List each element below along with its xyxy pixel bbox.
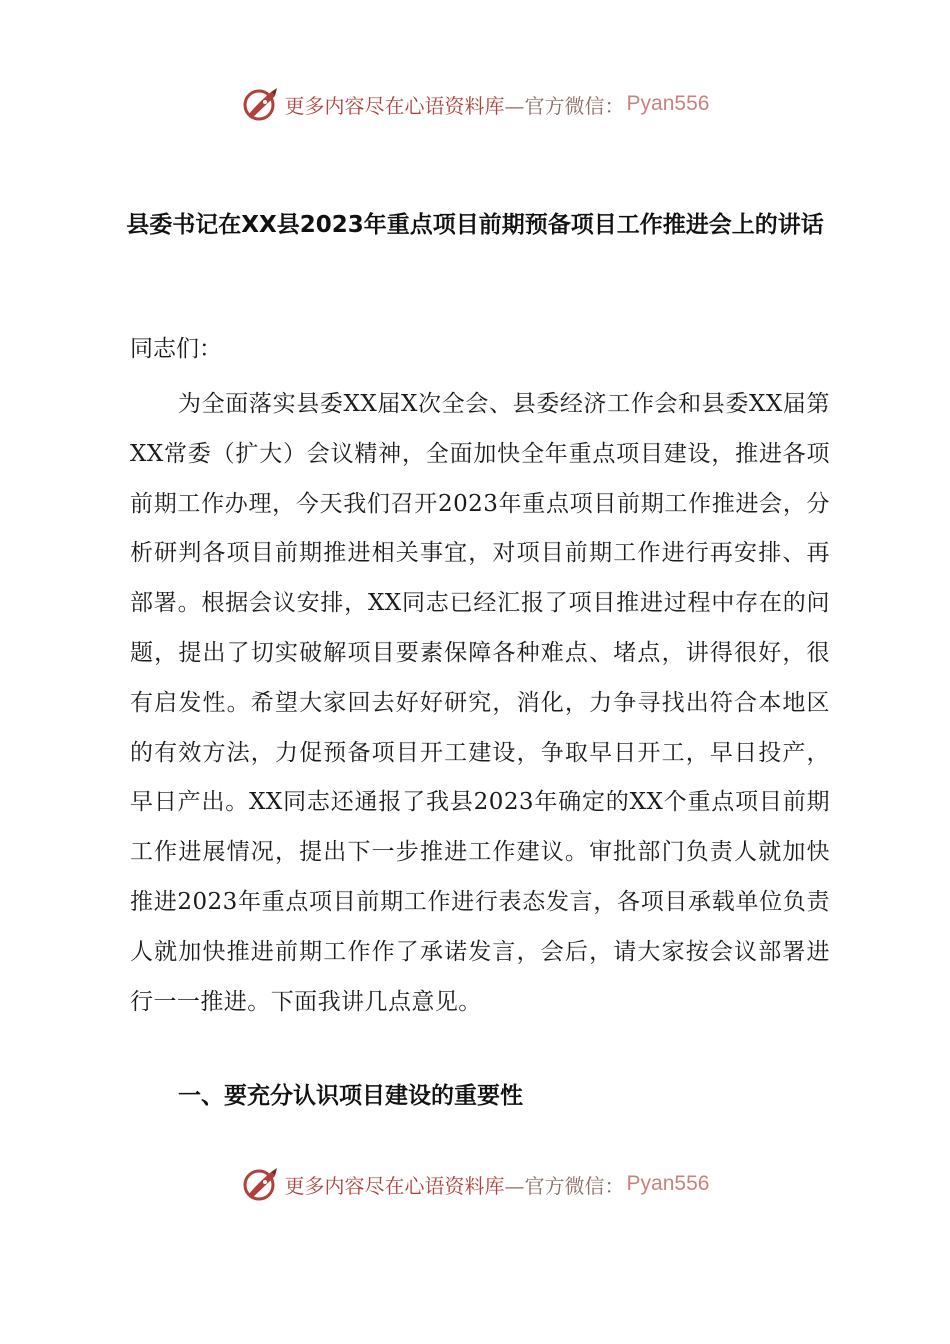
ink-pen-logo-icon [241,1164,281,1204]
banner-library-text: 更多内容尽在心语资料库 [284,93,505,118]
banner-wechat-label: —官方微信： [504,1173,625,1198]
document-title: 县委书记在XX县2023年重点项目前期预备项目工作推进会上的讲话 [126,212,824,238]
header-watermark-banner [0,82,950,126]
banner-library-text: 更多内容尽在心语资料库 [284,1173,505,1198]
banner-wechat-id: Pyan556 [626,92,710,115]
ink-pen-logo-icon [241,84,281,124]
body-paragraph: 为全面落实县委XX届X次全会、县委经济工作会和县委XX届第XX常委（扩大）会议精神，全面加快全年重点项目建设，推进各项前期工作办理，今天我们召开2023年重点项目前期工作推进会，分析研判各项目前期推进相关事宜，对项目前期工作进行再安排、再部署。根据会议安排，XX同志已经汇报了项目推进过程中存在的问题，提出了切实破解项目要素保障各种难点、堵点，讲得很好，很有启发性。希望大家回去好好研究，消化，力争寻找出符合本地区的有效方法，力促预备项目开工建设，争取早日开工，早日投产，早日产出。XX同志还通报了我县2023年确定的XX个重点项目前期工作进展情况，提出下一步推进工作建议。审批部门负责人就加快推进2023年重点项目前期工作进行表态发言，各项目承载单位负责人就加快推进前期工作作了承诺发言，会后，请大家按会议部署进行一一推进。下面我讲几点意见。 [130,391,830,1015]
salutation: 同志们： [130,336,222,362]
banner-wechat-id: Pyan556 [626,1172,710,1195]
footer-watermark-banner [0,1162,950,1206]
banner-wechat-label: —官方微信： [504,93,625,118]
section-heading: 一、要充分认识项目建设的重要性 [178,1083,523,1109]
